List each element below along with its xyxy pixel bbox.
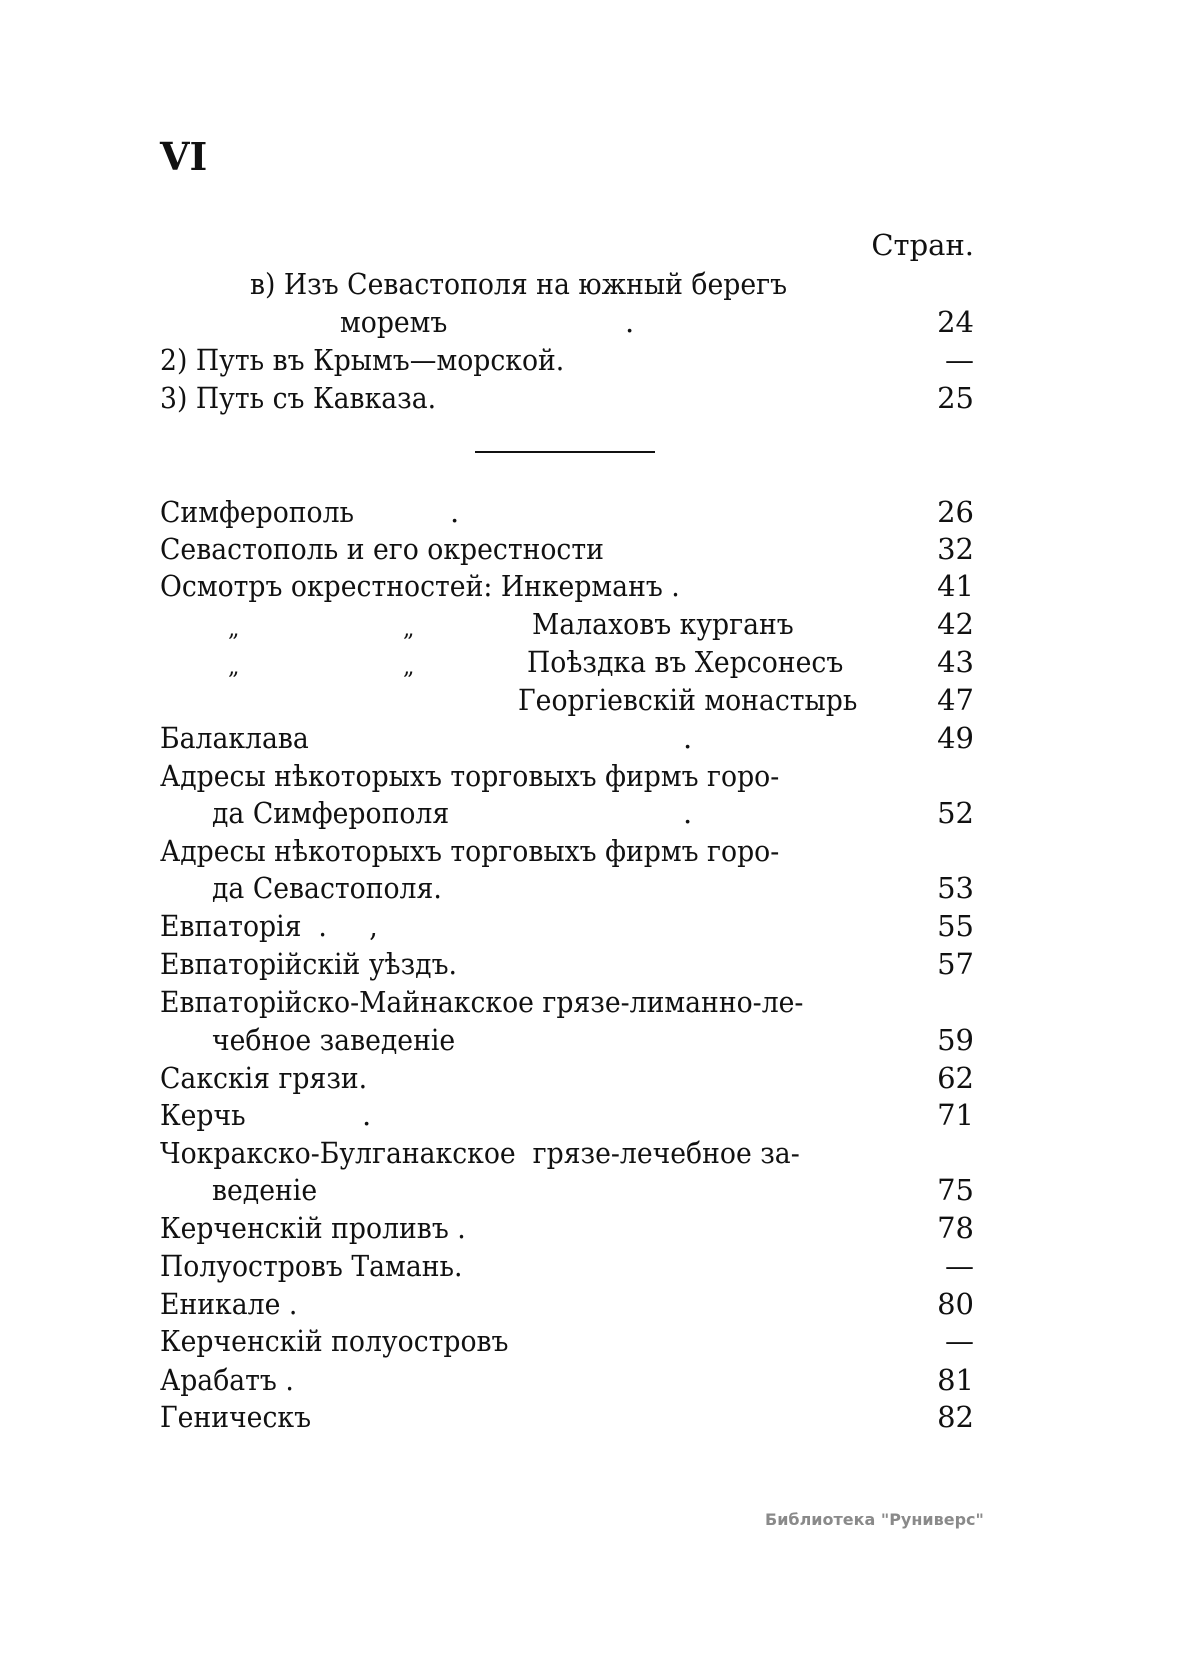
toc-entry: Евпаторійскій уѣздъ. [160,947,458,981]
toc-entry: Симферополь [160,495,355,529]
toc-entry: моремъ [340,305,448,339]
toc-entry: Керченскій проливъ . [160,1211,466,1245]
toc-page: 59 [937,1023,974,1057]
toc-page: 26 [937,495,974,529]
toc-entry: Адресы нѣкоторыхъ торговыхъ фирмъ горо- [160,834,780,868]
toc-page: 80 [937,1287,974,1321]
leader-dot: . [362,1098,372,1132]
toc-page: 82 [937,1400,974,1434]
toc-entry: Поѣздка въ Херсонесъ [527,645,844,679]
toc-page: 52 [937,796,974,830]
toc-entry: Сакскія грязи. [160,1061,368,1095]
toc-page: 41 [937,569,974,603]
toc-entry: Адресы нѣкоторыхъ торговыхъ фирмъ горо- [160,759,780,793]
toc-page: 62 [937,1061,974,1095]
toc-entry: Геническъ [160,1400,312,1434]
page-number: VI [160,134,208,179]
toc-entry: Осмотръ окрестностей: Инкерманъ . [160,569,680,603]
toc-page: 57 [937,947,974,981]
toc-entry: Севастополь и его окрестности [160,532,604,566]
toc-page: — [945,1324,974,1358]
toc-page: 71 [937,1098,974,1132]
toc-page: 75 [937,1173,974,1207]
toc-entry: да Севастополя. [212,871,442,905]
toc-page: 24 [937,305,974,339]
toc-entry: 3) Путь съ Кавказа. [160,381,437,415]
section-divider [475,451,655,453]
toc-entry: Евпаторія . , [160,909,378,943]
leader-dot: . [450,495,460,529]
toc-entry: веденіе [212,1173,318,1207]
toc-page: 49 [937,721,974,755]
toc-page: 25 [937,381,974,415]
toc-page: 53 [937,871,974,905]
toc-entry: в) Изъ Севастополя на южный берегъ [250,267,788,301]
toc-entry: Керчь [160,1098,246,1132]
toc-page: 42 [937,607,974,641]
toc-entry: Георгіевскій монастырь [518,683,858,717]
toc-page: — [945,1249,974,1283]
toc-page: — [945,343,974,377]
toc-entry: Арабатъ . [160,1363,294,1397]
ditto-mark: „ [228,655,240,680]
toc-entry: Керченскій полуостровъ [160,1324,509,1358]
toc-entry: Чокракско-Булганакское грязе-лечебное за- [160,1136,800,1170]
toc-entry: чебное заведеніе [212,1023,456,1057]
column-header-pages: Стран. [871,228,974,262]
toc-entry: Евпаторійско-Майнакское грязе-лиманно-ле- [160,985,804,1019]
toc-page: 47 [937,683,974,717]
toc-entry: да Симферополя [212,796,450,830]
ditto-mark: „ [403,617,415,642]
toc-entry: Еникале . [160,1287,298,1321]
leader-dot: . [683,721,693,755]
toc-page: 55 [937,909,974,943]
ditto-mark: „ [228,617,240,642]
toc-page: 43 [937,645,974,679]
toc-page: 32 [937,532,974,566]
toc-page: 81 [937,1363,974,1397]
ditto-mark: „ [403,655,415,680]
toc-entry: Полуостровъ Тамань. [160,1249,463,1283]
leader-dot: . [683,796,693,830]
toc-entry: 2) Путь въ Крымъ—морской. [160,343,565,377]
toc-entry: Балаклава [160,721,309,755]
toc-page: 78 [937,1211,974,1245]
leader-dot: . [625,305,635,339]
toc-entry: Малаховъ курганъ [532,607,794,641]
library-watermark: Библиотека "Руниверс" [765,1510,984,1529]
